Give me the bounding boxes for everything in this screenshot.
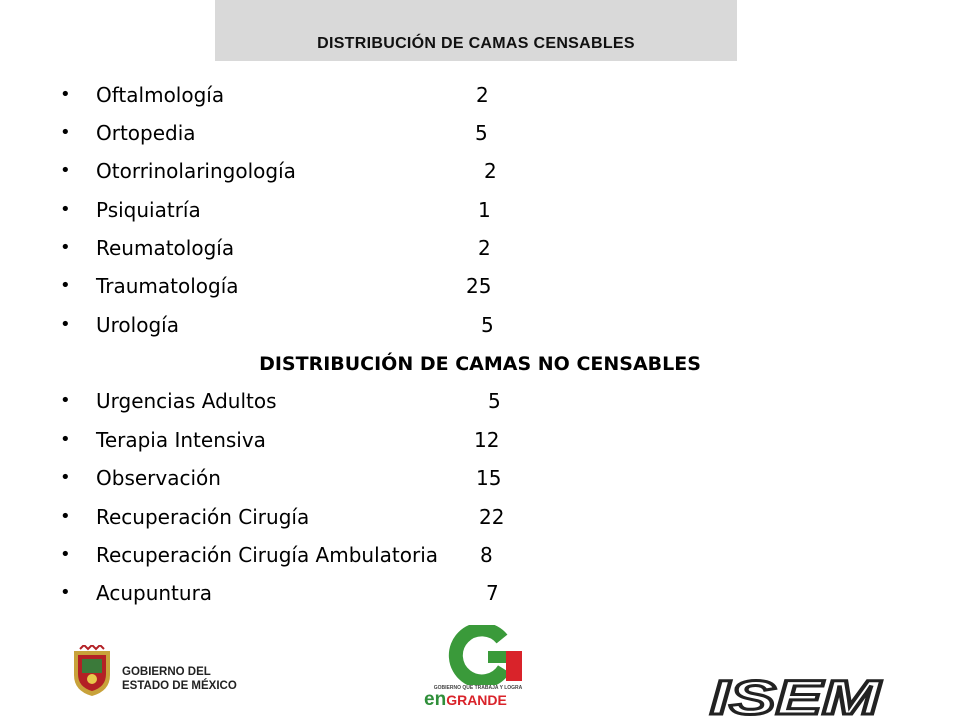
edomex-line2: ESTADO DE MÉXICO	[122, 680, 237, 692]
coat-of-arms-icon	[70, 645, 114, 697]
engrande-logo	[418, 625, 538, 715]
item-label: Urología	[96, 313, 179, 337]
item-label: Recuperación Cirugía Ambulatoria	[96, 543, 439, 567]
item-value: 1	[478, 198, 491, 222]
item-label: Psiquiatría	[96, 198, 201, 222]
item-label: Oftalmología	[96, 83, 225, 107]
item-label: Observación	[96, 466, 221, 490]
section-title-no-censables: DISTRIBUCIÓN DE CAMAS NO CENSABLES	[259, 353, 701, 375]
engrande-grande: GRANDE	[446, 692, 507, 708]
bullet-icon: •	[60, 582, 71, 603]
list-item	[0, 80, 960, 110]
edomex-name	[122, 665, 237, 693]
isem-wordmark-icon	[706, 674, 886, 720]
list-item	[0, 195, 960, 225]
item-label: Traumatología	[96, 274, 239, 298]
item-value: 8	[480, 543, 493, 567]
list-item	[0, 386, 960, 416]
bullet-icon: •	[60, 275, 71, 296]
isem-logo	[706, 674, 886, 720]
list-item	[0, 502, 960, 532]
bullet-icon: •	[60, 160, 71, 181]
edomex-line1: GOBIERNO DEL	[122, 666, 211, 678]
header-band	[215, 0, 737, 61]
item-value: 2	[476, 83, 489, 107]
bullet-icon: •	[60, 429, 71, 450]
list-item	[0, 233, 960, 263]
item-label: Acupuntura	[96, 581, 213, 605]
list-item	[0, 118, 960, 148]
bullet-icon: •	[60, 84, 71, 105]
bullet-icon: •	[60, 390, 71, 411]
page-title: DISTRIBUCIÓN DE CAMAS CENSABLES	[317, 35, 635, 52]
item-label: Terapia Intensiva	[96, 428, 266, 452]
list-item	[0, 540, 960, 570]
list-item	[0, 463, 960, 493]
bullet-icon: •	[60, 506, 71, 527]
item-value: 2	[484, 159, 497, 183]
item-value: 5	[488, 389, 501, 413]
bullet-icon: •	[60, 544, 71, 565]
item-label: Reumatología	[96, 236, 235, 260]
g-logo-icon	[418, 625, 538, 685]
item-label: Ortopedia	[96, 121, 196, 145]
item-label: Urgencias Adultos	[96, 389, 277, 413]
bullet-icon: •	[60, 314, 71, 335]
item-value: 5	[475, 121, 488, 145]
isem-text: ISEM	[710, 674, 882, 720]
bullet-icon: •	[60, 237, 71, 258]
item-value: 22	[479, 505, 505, 529]
bullet-icon: •	[60, 199, 71, 220]
list-item	[0, 425, 960, 455]
list-item	[0, 271, 960, 301]
bullet-icon: •	[60, 122, 71, 143]
engrande-caption: GOBIERNO QUE TRABAJA Y LOGRA	[433, 685, 523, 691]
bullet-icon: •	[60, 467, 71, 488]
item-label: Otorrinolaringología	[96, 159, 296, 183]
item-value: 7	[486, 581, 499, 605]
list-item	[0, 156, 960, 186]
item-value: 5	[481, 313, 494, 337]
edomex-logo	[70, 645, 260, 705]
item-value: 15	[476, 466, 502, 490]
item-value: 2	[478, 236, 491, 260]
item-value: 25	[466, 274, 492, 298]
list-item	[0, 578, 960, 608]
engrande-en: en	[424, 689, 447, 710]
item-label: Recuperación Cirugía	[96, 505, 310, 529]
list-item	[0, 310, 960, 340]
item-value: 12	[474, 428, 500, 452]
engrande-wordmark	[424, 689, 544, 711]
